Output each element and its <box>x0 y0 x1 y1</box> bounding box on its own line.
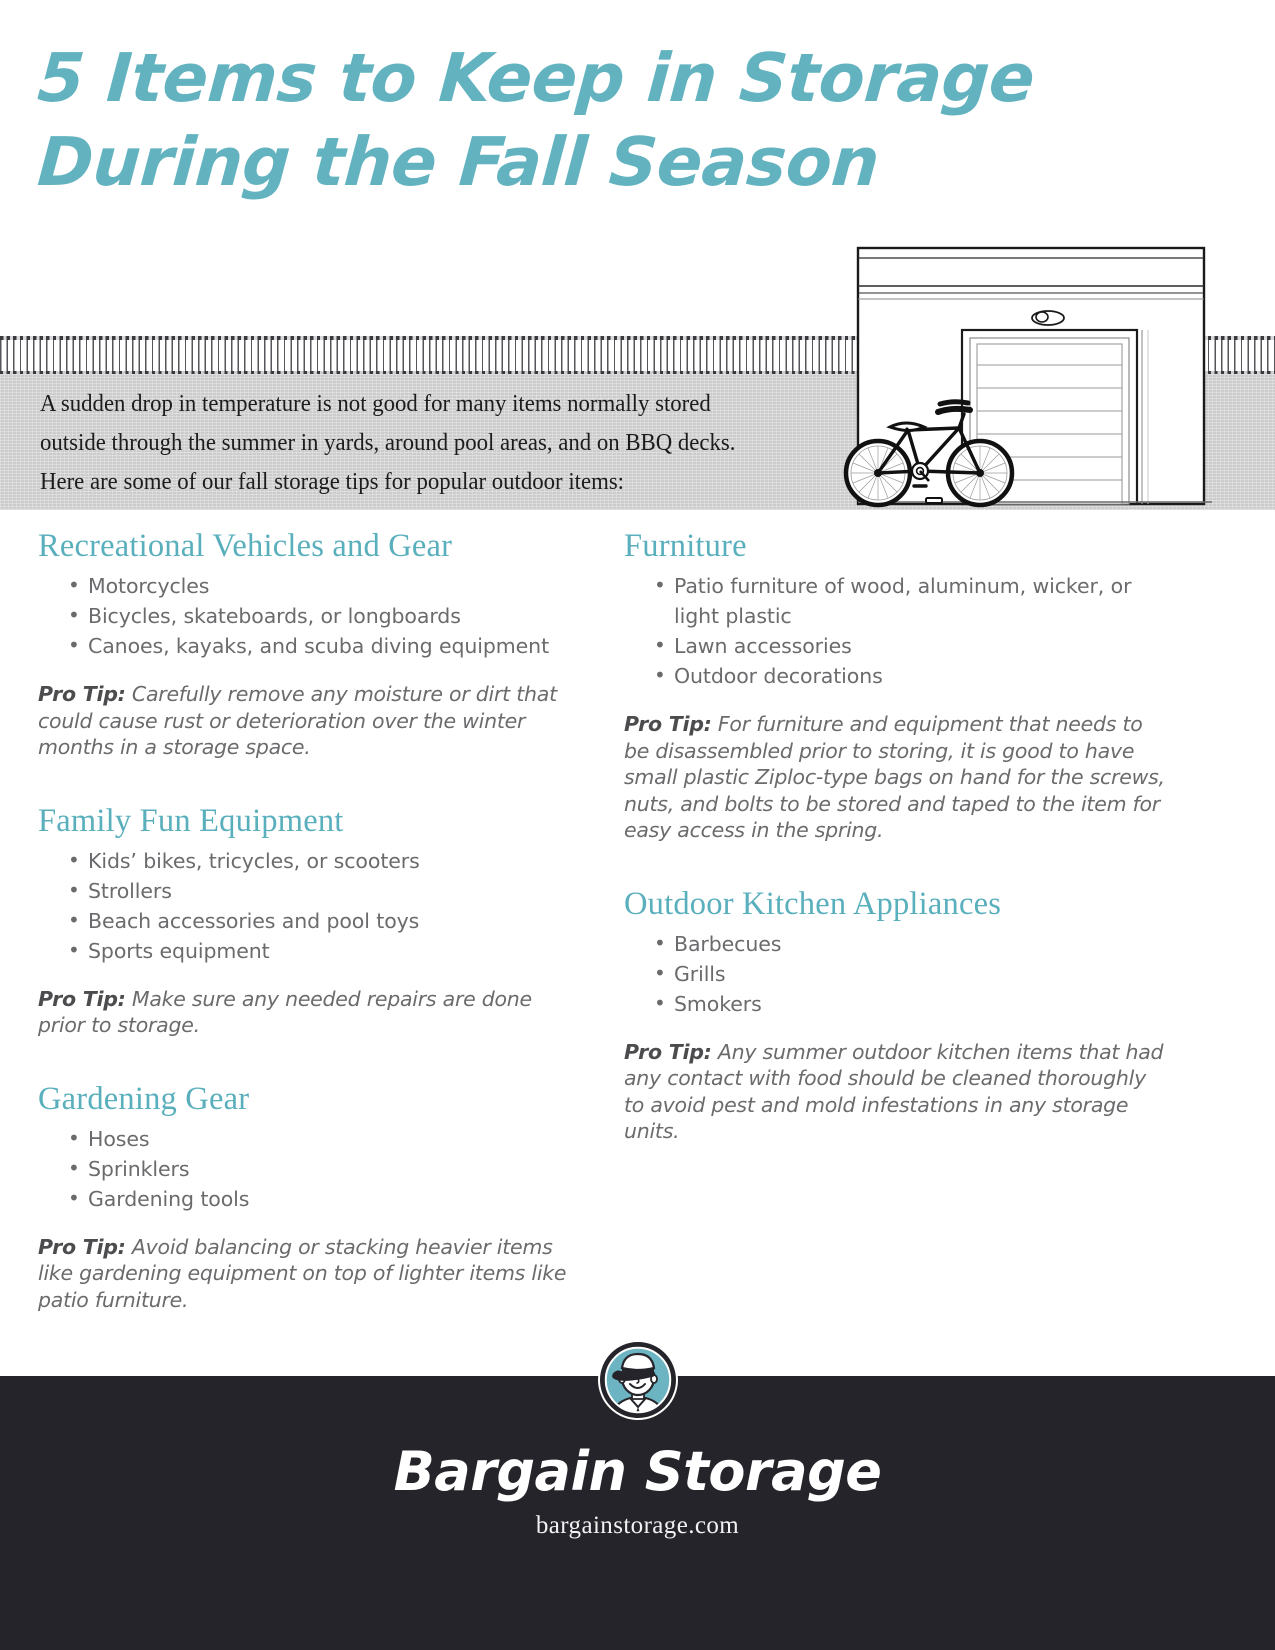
pro-tip-label: Pro Tip: <box>38 986 126 1011</box>
list-item: • Strollers <box>66 876 578 906</box>
section-outdoor-kitchen-appliances <box>624 882 1169 1145</box>
list-item: • Sprinklers <box>66 1154 578 1184</box>
page-title-line-1: 5 Items to Keep in Storage <box>35 39 1037 117</box>
intro-line-3: Here are some of our fall storage tips for popular outdoor items: <box>40 468 625 495</box>
pro-tip-text: Make sure any needed repairs are done prior to storage. <box>38 986 532 1037</box>
list-item: • Beach accessories and pool toys <box>66 906 578 936</box>
page-title-line-2: During the Fall Season <box>35 123 882 201</box>
section-heading: Furniture <box>624 528 747 564</box>
section-bullet-list <box>66 846 578 966</box>
pro-tip-text: Avoid balancing or stacking heavier items like gardening equipment on top of lighter items like patio furniture. <box>38 1234 567 1312</box>
pro-tip <box>624 1039 1169 1145</box>
list-item: • Gardening tools <box>66 1184 578 1214</box>
brand-url[interactable]: bargainstorage.com <box>535 1512 740 1539</box>
intro-line-2: outside through the summer in yards, around pool areas, and on BBQ decks. <box>40 429 736 456</box>
section-gardening-gear <box>38 1077 578 1314</box>
list-item: • Grills <box>652 959 1169 989</box>
pro-tip-label: Pro Tip: <box>624 1039 712 1064</box>
bargain-storage-mascot-logo <box>596 1338 680 1422</box>
storage-unit-icon <box>812 236 1212 510</box>
left-column <box>38 524 578 1317</box>
list-item: • Patio furniture of wood, aluminum, wicker, or light plastic <box>652 571 1169 631</box>
section-heading: Outdoor Kitchen Appliances <box>624 885 1002 922</box>
list-item: • Hoses <box>66 1124 578 1154</box>
pro-tip <box>38 681 578 761</box>
section-heading: Gardening Gear <box>38 1080 250 1117</box>
section-family-fun-equipment <box>38 799 578 1039</box>
pro-tip <box>624 711 1169 844</box>
brand-name: Bargain Storage <box>393 1440 882 1503</box>
section-spacer <box>624 848 1169 882</box>
pro-tip-label: Pro Tip: <box>38 682 126 706</box>
right-column <box>624 524 1169 1149</box>
list-item: • Kids’ bikes, tricycles, or scooters <box>66 846 578 876</box>
list-item: • Barbecues <box>652 929 1169 959</box>
section-recreational-vehicles-and-gear <box>38 524 578 761</box>
section-bullet-list <box>66 571 578 661</box>
section-bullet-list <box>66 1124 578 1214</box>
intro-paragraph <box>40 384 775 501</box>
section-heading: Family Fun Equipment <box>38 802 344 839</box>
section-spacer <box>38 765 578 799</box>
pro-tip <box>38 986 578 1039</box>
list-item: • Motorcycles <box>66 571 578 601</box>
pro-tip <box>38 1234 578 1314</box>
section-heading: Recreational Vehicles and Gear <box>38 528 453 564</box>
section-bullet-list <box>652 571 1169 691</box>
pro-tip-label: Pro Tip: <box>38 1234 126 1259</box>
section-bullet-list <box>652 929 1169 1019</box>
section-spacer <box>38 1043 578 1077</box>
page-title <box>35 36 1038 204</box>
storage-unit-illustration <box>812 236 1212 510</box>
list-item: • Outdoor decorations <box>652 661 1169 691</box>
pro-tip-text: For furniture and equipment that needs to be disassembled prior to storing, it is good to have small plastic Ziploc-type bags on hand for the screws, nuts, and bolts to be stored and taped to the item for easy access in the spring. <box>624 712 1165 842</box>
list-item: • Sports equipment <box>66 936 578 966</box>
pro-tip-text: Any summer outdoor kitchen items that had any contact with food should be cleaned thoroughly to avoid pest and mold infestations in any storage units. <box>624 1039 1164 1143</box>
list-item: • Lawn accessories <box>652 631 1169 661</box>
list-item: • Smokers <box>652 989 1169 1019</box>
pro-tip-label: Pro Tip: <box>624 712 712 736</box>
section-furniture <box>624 524 1169 844</box>
list-item: • Canoes, kayaks, and scuba diving equipment <box>66 631 578 661</box>
intro-line-1: A sudden drop in temperature is not good for many items normally stored <box>40 390 711 417</box>
mascot-logo-icon <box>596 1338 680 1422</box>
list-item: • Bicycles, skateboards, or longboards <box>66 601 578 631</box>
pro-tip-text: Carefully remove any moisture or dirt that could cause rust or deterioration over the winter months in a storage space. <box>38 682 557 759</box>
